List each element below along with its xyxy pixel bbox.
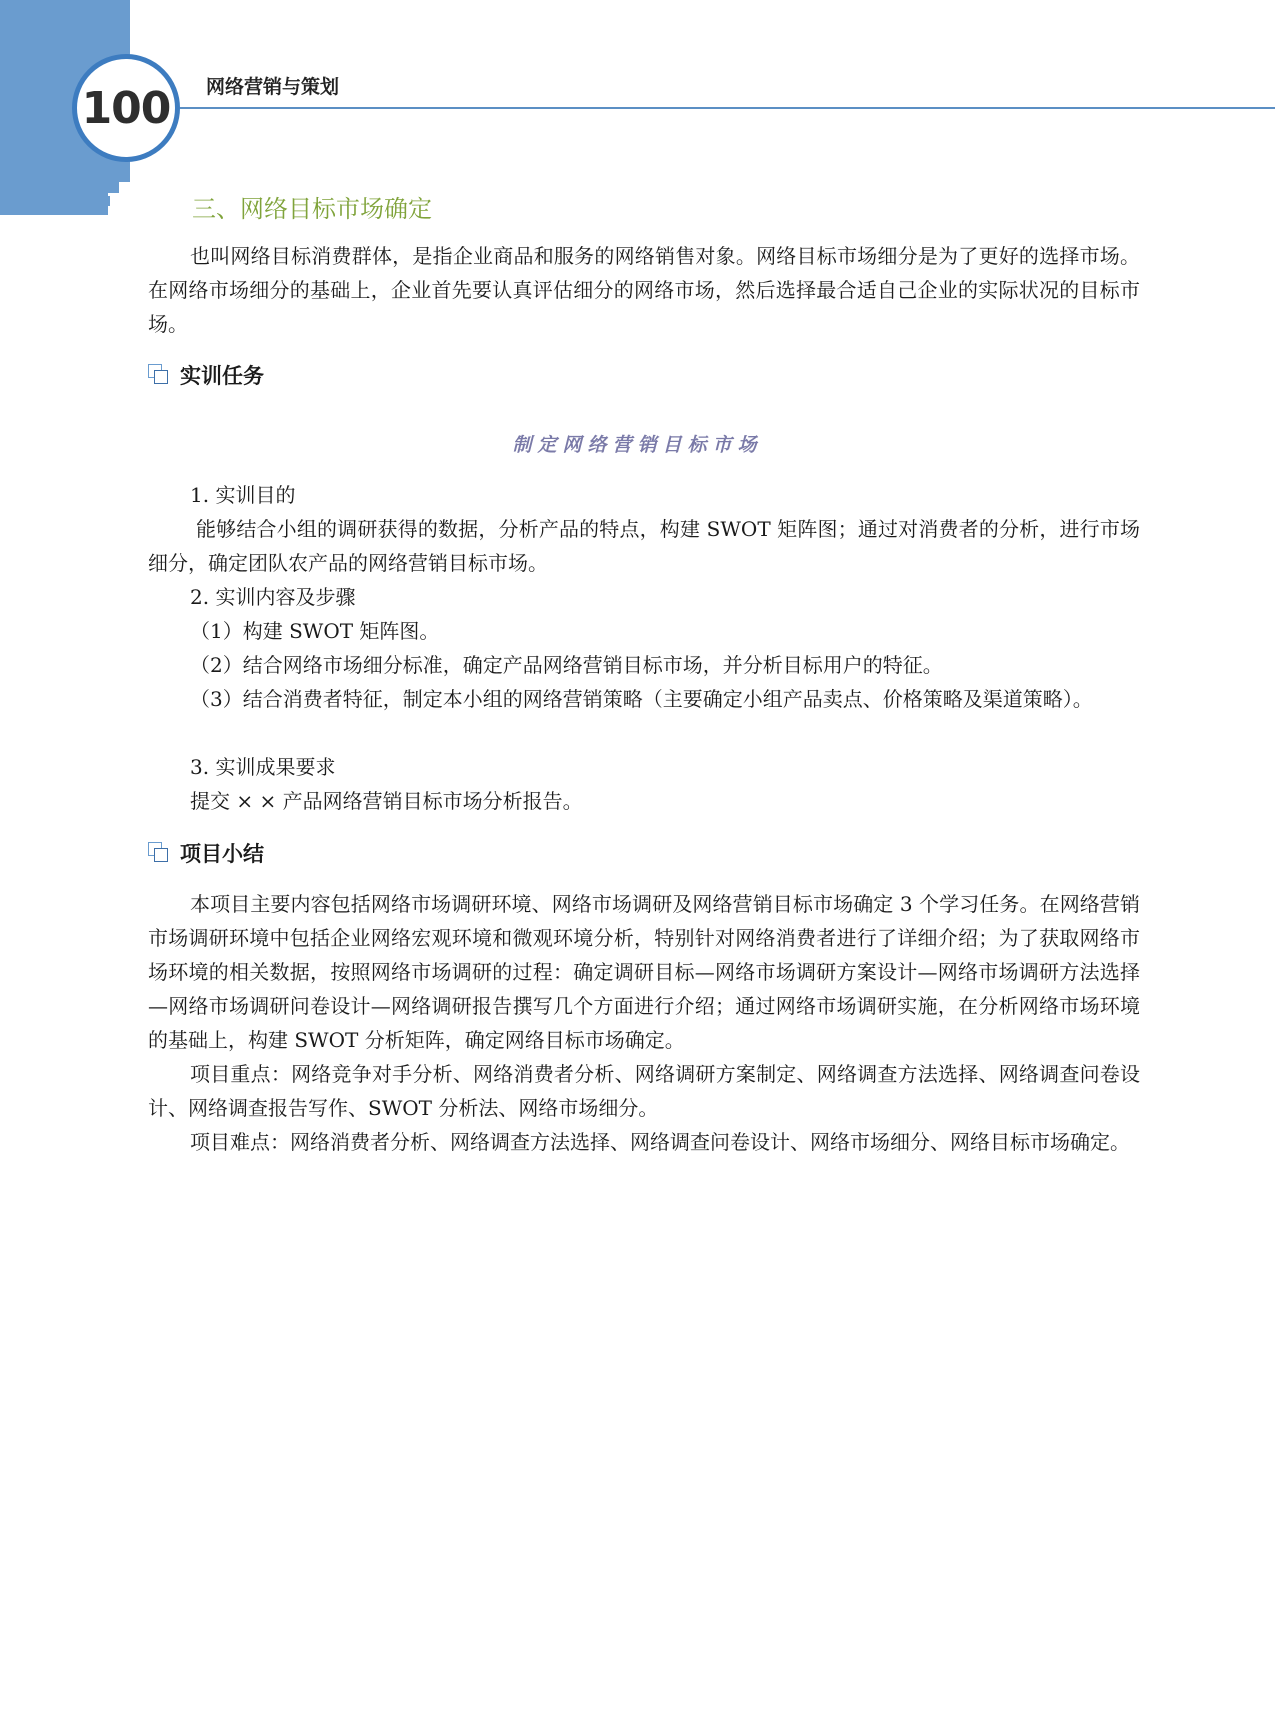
training-item2-label: 2. 实训内容及步骤: [190, 585, 356, 609]
section-heading: 三、网络目标市场确定: [192, 195, 432, 223]
training-heading-label: 实训任务: [180, 364, 264, 388]
header-divider: [180, 107, 1275, 109]
training-step1: （1）构建 SWOT 矩阵图。: [190, 619, 440, 643]
double-square-icon: [148, 364, 170, 386]
training-item3-text: 提交 × × 产品网络营销目标市场分析报告。: [190, 789, 583, 813]
section-intro-paragraph: 也叫网络目标消费群体，是指企业商品和服务的网络销售对象。网络目标市场细分是为了更好的选择市场。在网络市场细分的基础上，企业首先要认真评估细分的网络市场，然后选择最合适自己企业的实际状况的目标市场。: [148, 244, 1140, 336]
summary-paragraph-1: 本项目主要内容包括网络市场调研环境、网络市场调研及网络营销目标市场确定 3 个学习任务。在网络营销市场调研环境中包括企业网络宏观环境和微观环境分析，特别针对网络消费者进行了详细介绍；为了获取网络市场环境的相关数据，按照网络市场调研的过程：确定调研目标—网络市场调研方案设计—网络市场调研方法选择—网络市场调研问卷设计—网络调研报告撰写几个方面进行介绍；通过网络市场调研实施，在分析网络市场环境的基础上，构建 SWOT 分析矩阵，确定网络目标市场确定。: [148, 892, 1140, 1052]
corner-pixel-block: [100, 196, 110, 206]
summary-heading: [148, 838, 264, 868]
page-number-badge: [72, 54, 180, 162]
task-title: 制定网络营销目标市场: [512, 434, 763, 456]
training-heading: [148, 360, 264, 390]
training-item3-label: 3. 实训成果要求: [190, 755, 336, 779]
training-step2: （2）结合网络市场细分标准，确定产品网络营销目标市场，并分析目标用户的特征。: [190, 653, 943, 677]
corner-pixel-block: [108, 182, 119, 193]
summary-paragraph-difficulties: 项目难点：网络消费者分析、网络调查方法选择、网络调查问卷设计、网络市场细分、网络目标市场确定。: [190, 1130, 1130, 1154]
summary-heading-label: 项目小结: [180, 842, 264, 866]
page-number: 100: [81, 82, 171, 134]
double-square-icon: [148, 842, 170, 864]
book-title: 网络营销与策划: [206, 76, 340, 98]
summary-paragraph-key-points: 项目重点：网络竞争对手分析、网络消费者分析、网络调研方案制定、网络调查方法选择、网络调查问卷设计、网络调查报告写作、SWOT 分析法、网络市场细分。: [148, 1062, 1140, 1120]
training-step3: （3）结合消费者特征，制定本小组的网络营销策略（主要确定小组产品卖点、价格策略及渠道策略）。: [190, 687, 1093, 711]
training-item1-label: 1. 实训目的: [190, 483, 296, 507]
training-item1-text: 能够结合小组的调研获得的数据，分析产品的特点，构建 SWOT 矩阵图；通过对消费者的分析，进行市场细分，确定团队农产品的网络营销目标市场。: [148, 517, 1140, 575]
